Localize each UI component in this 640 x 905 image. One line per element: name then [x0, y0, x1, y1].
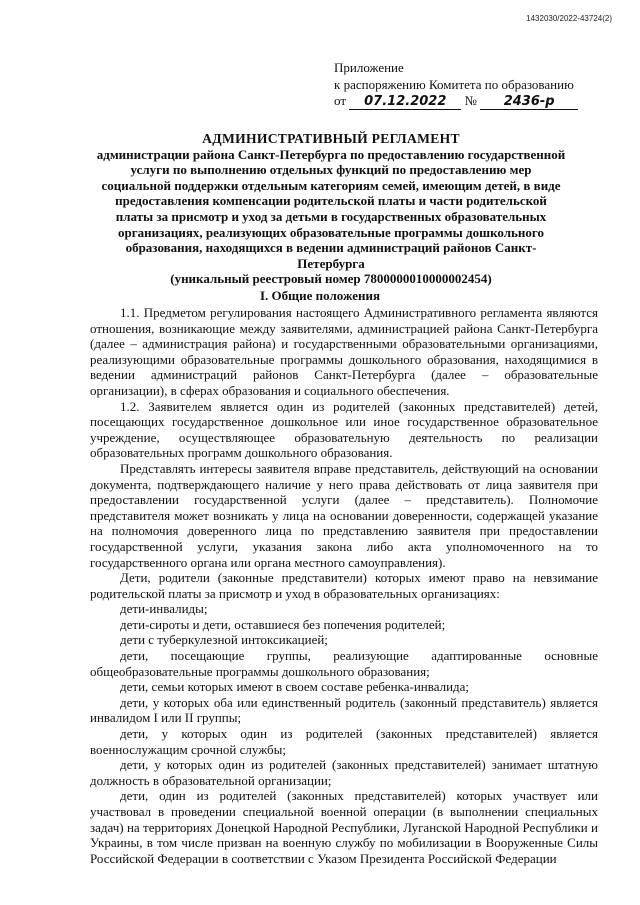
document-title: АДМИНИСТРАТИВНЫЙ РЕГЛАМЕНТ	[202, 131, 460, 146]
paragraph: Представлять интересы заявителя вправе представитель, действующий на основании документа, подтверждающего наличие у него права действовать от лица заявителя при предоставлении государственной услуги (далее – представитель). Полномочие представителя может возникать у лица на основании доверенности, содержащей указание на полномочия доверенного лица по представлению заявителя при предоставлении государственной услуги, указания закона либо акта уполномоченного на то государственного органа или органа местного самоуправления).	[90, 460, 598, 570]
from-label: от	[334, 93, 347, 108]
registry-number: (уникальный реестровый номер 7800000010000002454)	[170, 271, 492, 287]
list-item: дети-сироты и дети, оставшиеся без попечения родителей;	[120, 616, 446, 632]
handwritten-date: 07.12.2022	[349, 95, 461, 110]
list-item: дети, у которых один из родителей (законных представителей) является военнослужащим срочной службы;	[90, 726, 598, 757]
section-heading: I. Общие положения	[260, 288, 380, 303]
list-item: дети-инвалиды;	[120, 601, 208, 617]
paragraph: 1.1. Предметом регулирования настоящего Административного регламента являются отношения, возникающие между заявителями, администрацией района Санкт-Петербурга (далее – администрация района) и государственными образовательными организациями, реализующими образовательные программы дошкольного образования, находящимися в ведении администраций районов Санкт-Петербурга (далее – образовательные организации), в сферах образования и социального обеспечения.	[90, 305, 598, 398]
paragraph: Дети, родители (законные представители) которых имеют право на невзимание родительской платы за присмотр и уход в образовательных организациях:	[90, 570, 598, 601]
document-body	[90, 305, 598, 866]
list-item: дети, один из родителей (законных представителей) которых участвует или участвовал в проведении специальной военной операции (в выполнении специальных задач) на территориях Донецкой Народной Республики, Луганской Народной Республики и Украины, в том числе призван на военную службу по мобилизации в Вооруженные Силы Российской Федерации в соответствии с Указом Президента Российской Федерации	[90, 788, 598, 866]
paragraph: 1.2. Заявителем является один из родителей (законных представителей) детей, посещающих государственное дошкольное или иное государственное образовательное учреждение, осуществляющее образовательную деятельность по реализации образовательных программ дошкольного образования.	[90, 398, 598, 461]
list-item: дети, посещающие группы, реализующие адаптированные основные общеобразовательные программы дошкольного образования;	[90, 648, 598, 679]
number-label: №	[464, 93, 477, 108]
appendix-order-ref: к распоряжению Комитета по образованию	[334, 76, 574, 92]
appendix-block	[334, 60, 578, 110]
document-title-block	[96, 131, 566, 287]
document-number: 1432030/2022-43724(2)	[526, 14, 612, 23]
appendix-title: Приложение	[334, 60, 404, 75]
list-item: дети с туберкулезной интоксикацией;	[120, 632, 328, 648]
list-item: дети, у которых один из родителей (законных представителей) занимает штатную должность в образовательной организации;	[90, 757, 598, 788]
handwritten-number: 2436-р	[480, 95, 578, 110]
list-item: дети, у которых оба или единственный родитель (законный представитель) является инвалидом I или II группы;	[90, 694, 598, 726]
document-subtitle: администрации района Санкт-Петербурга по предоставлению государственной услуги по выполнению отдельных функций по предоставлению мер социальной поддержки отдельным категориям семей, имеющим детей, в виде предоставления компенсации родительской платы и части родительской платы за присмотр и уход за детьми в государственных образовательных организациях, реализующих образовательные программы дошкольного образования, находящихся в ведении администраций районов Санкт-Петербурга	[96, 146, 566, 271]
appendix-date-number-line	[334, 93, 578, 110]
list-item: дети, семьи которых имеют в своем составе ребенка-инвалида;	[120, 679, 470, 695]
